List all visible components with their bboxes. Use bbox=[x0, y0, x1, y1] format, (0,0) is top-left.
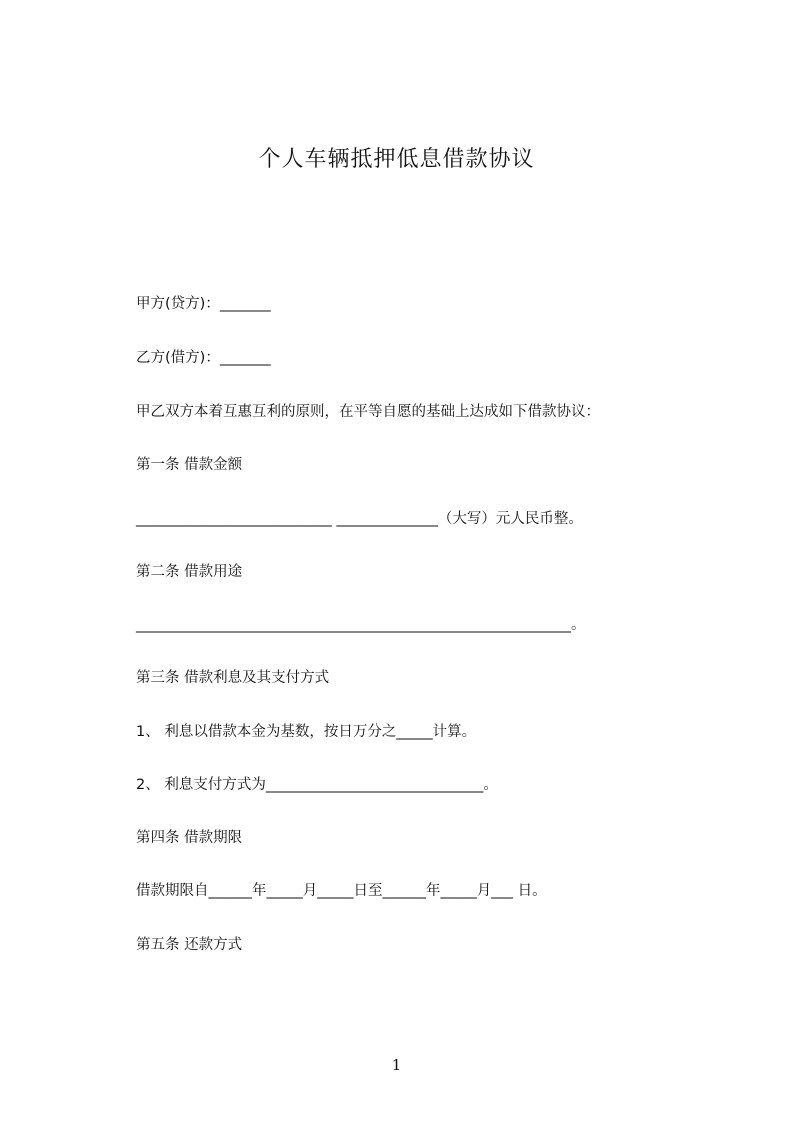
article-5-heading: 第五条 还款方式 bbox=[136, 937, 243, 953]
interest-payment-clause: 2、 利息支付方式为______________________________。 bbox=[136, 777, 498, 793]
loan-amount-line: ___________________________ ______________（大写）元人民币整。 bbox=[136, 511, 583, 527]
document-title: 个人车辆抵押低息借款协议 bbox=[258, 147, 535, 172]
party-b-borrower-line: 乙方(借方)：_______ bbox=[136, 350, 271, 366]
party-a-lender-line: 甲方(贷方)：_______ bbox=[136, 296, 271, 312]
loan-purpose-line: ____________________________________________________________。 bbox=[136, 617, 586, 633]
agreement-preamble: 甲乙双方本着互惠互利的原则，在平等自愿的基础上达成如下借款协议： bbox=[136, 404, 600, 420]
article-2-heading: 第二条 借款用途 bbox=[136, 564, 243, 580]
article-3-heading: 第三条 借款利息及其支付方式 bbox=[136, 670, 330, 686]
page-number: 1 bbox=[391, 1056, 402, 1074]
article-4-heading: 第四条 借款期限 bbox=[136, 830, 243, 846]
loan-term-line: 借款期限自______年_____月_____日至______年_____月___ 日。 bbox=[136, 883, 547, 899]
interest-rate-clause: 1、 利息以借款本金为基数，按日万分之_____计算。 bbox=[136, 724, 477, 740]
article-1-heading: 第一条 借款金额 bbox=[136, 457, 243, 473]
